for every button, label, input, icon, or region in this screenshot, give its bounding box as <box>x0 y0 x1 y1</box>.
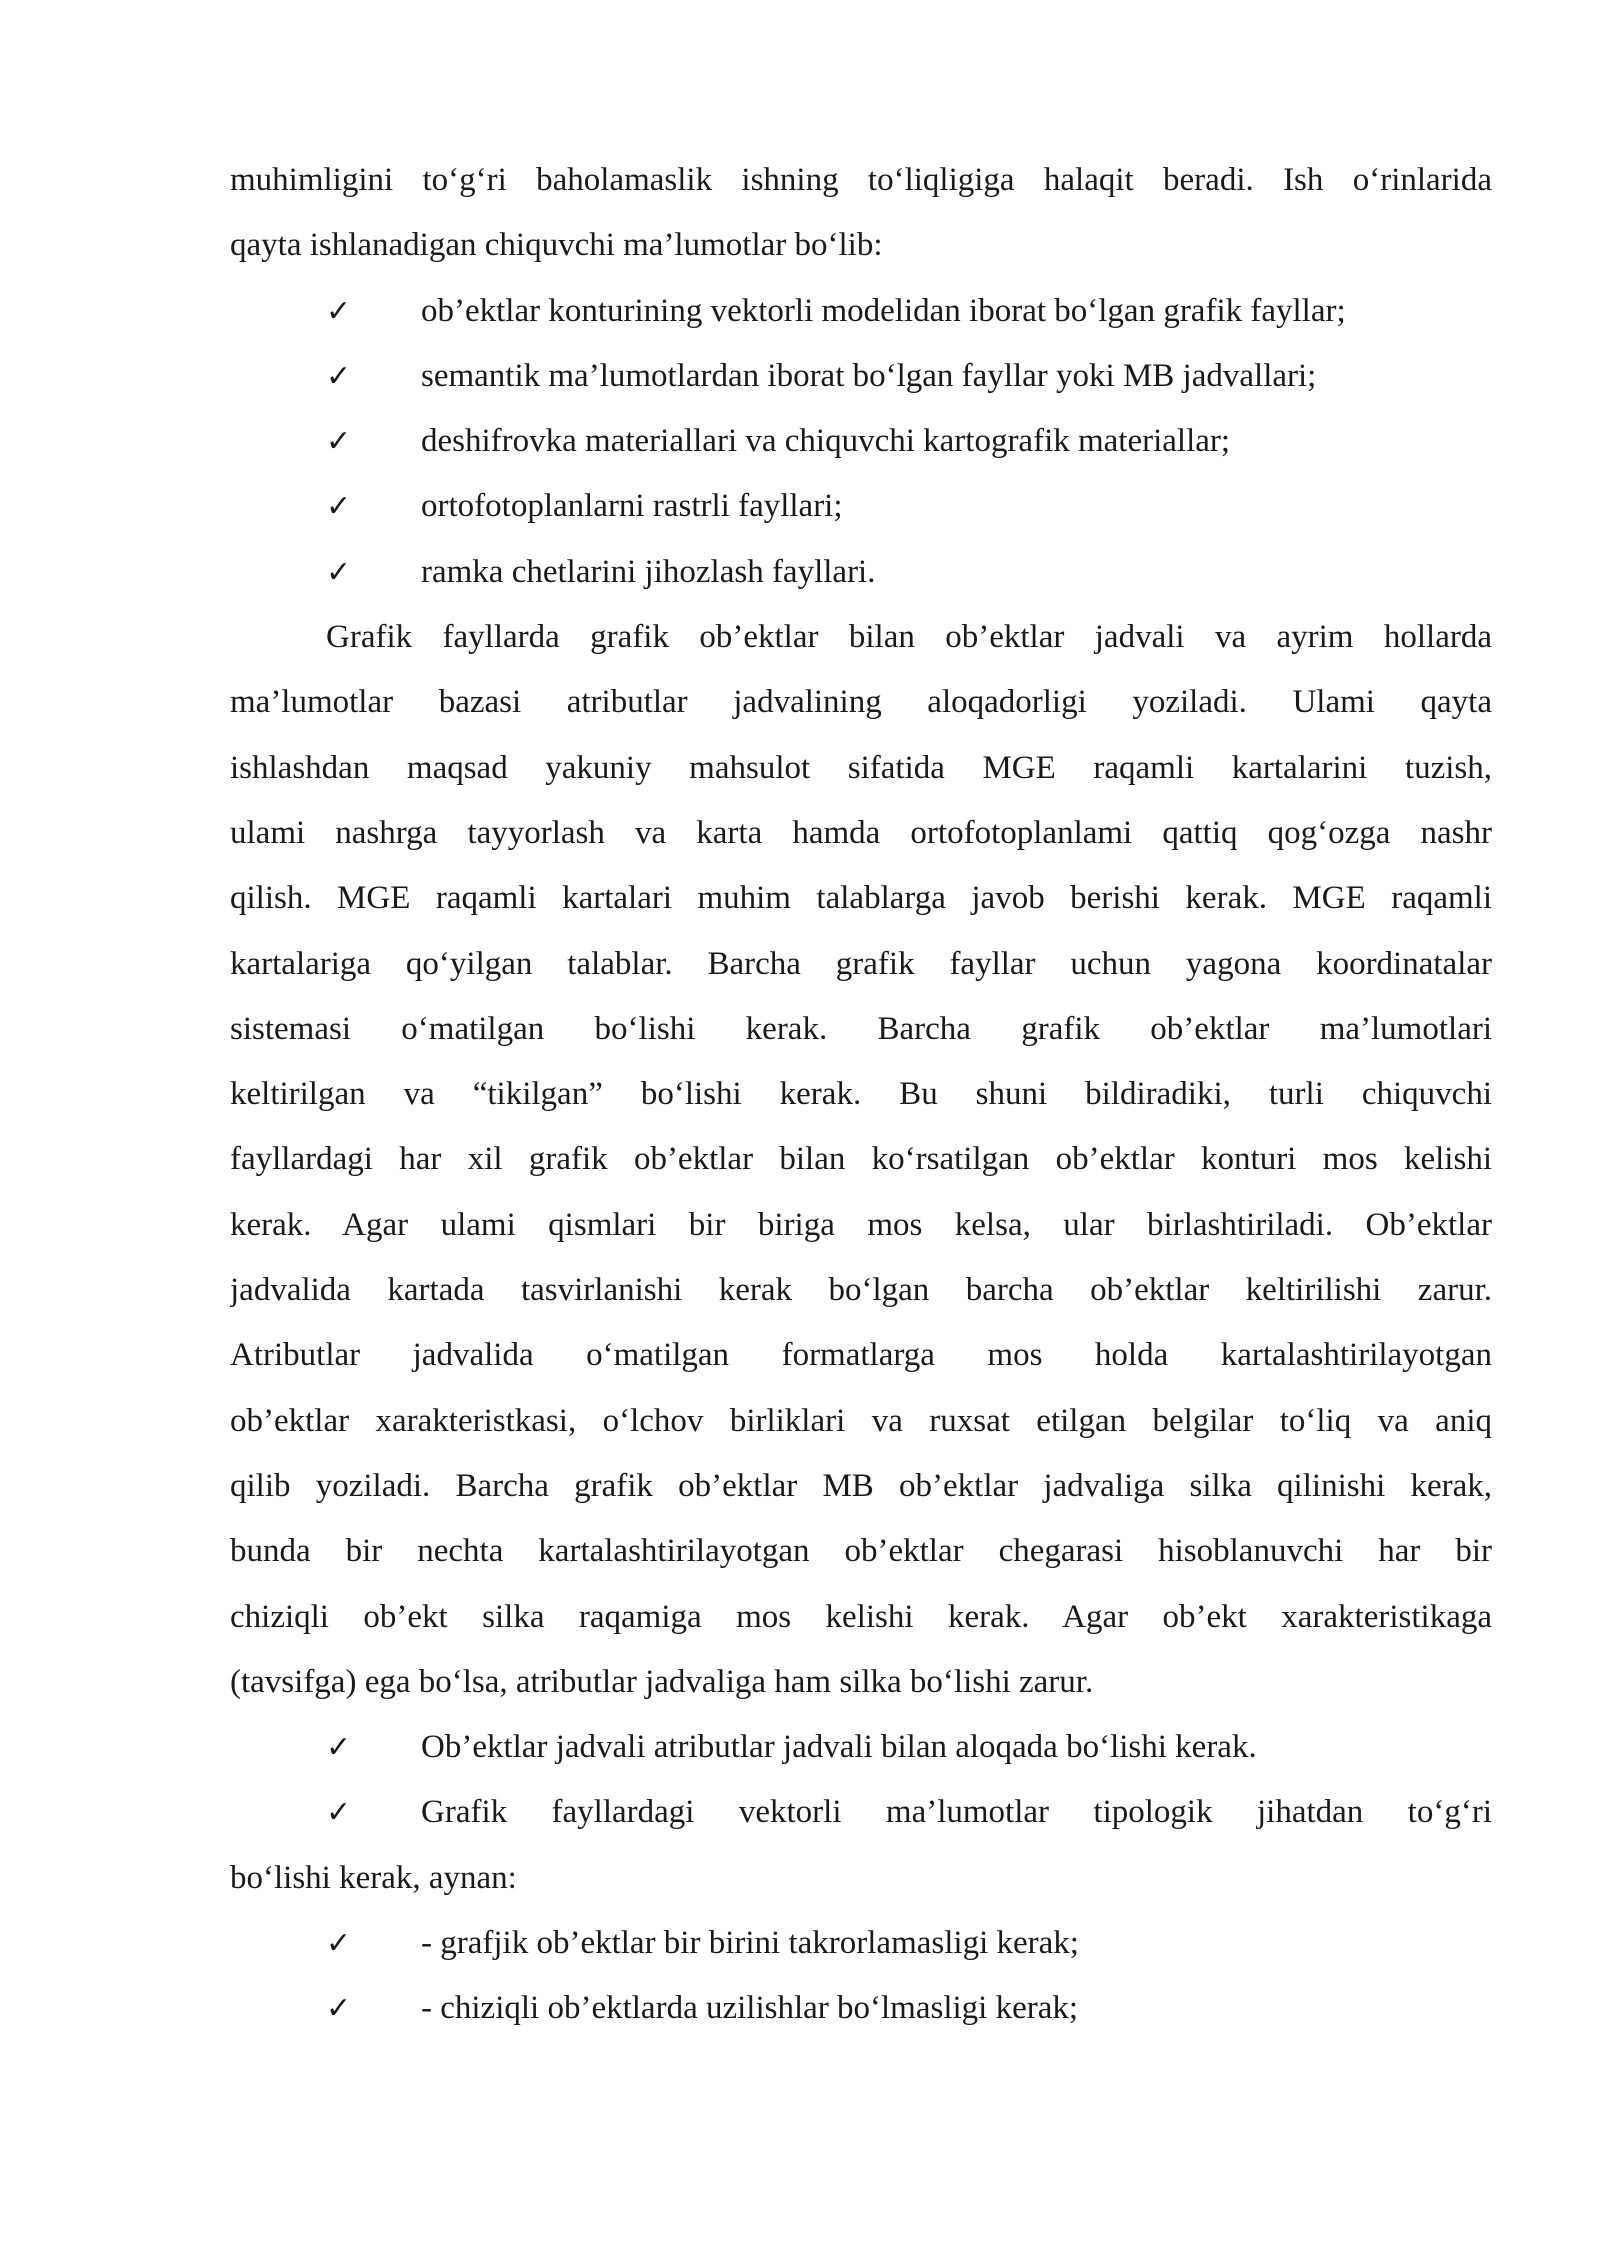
checklist-item-text: deshifrovka materiallari va chiquvchi kartografik materiallar; <box>421 423 1231 460</box>
paragraph-first-line: Grafik fayllarda grafik ob’ektlar bilan ob’ektlar jadvali va ayrim hollarda <box>326 619 1492 656</box>
checklist-item-text: Ob’ektlar jadvali atributlar jadvali bilan aloqada bo‘lishi kerak. <box>421 1729 1257 1766</box>
checklist-item <box>230 540 1492 605</box>
checklist-item-text: Grafik fayllardagi vektorli ma’lumotlar tipologik jihatdan to‘g‘ri <box>421 1794 1492 1831</box>
checkmark-icon: ✓ <box>326 293 352 329</box>
text-line: bunda bir nechta kartalashtirilayotgan ob’ektlar chegarasi hisoblanuvchi har bir <box>230 1533 1492 1570</box>
text-line: ma’lumotlar bazasi atributlar jadvalining aloqadorligi yoziladi. Ulami qayta <box>230 684 1492 721</box>
checkmark-icon: ✓ <box>326 1926 352 1962</box>
text-line: kerak. Agar ulami qismlari bir biriga mos kelsa, ular birlashtiriladi. Ob’ektlar <box>230 1206 1492 1243</box>
text-line: ob’ektlar xarakteristkasi, o‘lchov birliklari va ruxsat etilgan belgilar to‘liq va aniq <box>230 1402 1492 1439</box>
checklist-item <box>230 1911 1492 1976</box>
text-line: Atributlar jadvalida o‘matilgan formatlarga mos holda kartalashtirilayotgan <box>230 1337 1492 1374</box>
body-text <box>230 148 1492 2042</box>
text-line: qayta ishlanadigan chiquvchi ma’lumotlar bo‘lib: <box>230 227 883 264</box>
text-line: ishlashdan maqsad yakuniy mahsulot sifatida MGE raqamli kartalarini tuzish, <box>230 749 1492 786</box>
checklist-item-text: - chiziqli ob’ektlarda uzilishlar bo‘lmasligi kerak; <box>421 1990 1079 2027</box>
checkmark-icon: ✓ <box>326 1795 352 1831</box>
text-line: muhimligini to‘g‘ri baholamaslik ishning to‘liqligiga halaqit beradi. Ish o‘rinlarida <box>230 162 1492 198</box>
checklist-item-text: ortofotoplanlarni rastrli fayllari; <box>421 488 843 525</box>
text-line: (tavsifga) ega bo‘lsa, atributlar jadvaliga ham silka bo‘lishi zarur. <box>230 1663 1094 1700</box>
checklist-item <box>230 409 1492 474</box>
checkmark-icon: ✓ <box>326 554 352 590</box>
checklist-item-text: semantik ma’lumotlardan iborat bo‘lgan fayllar yoki MB jadvallari; <box>421 357 1317 394</box>
text-line: chiziqli ob’ekt silka raqamiga mos kelishi kerak. Agar ob’ekt xarakteristikaga <box>230 1598 1492 1635</box>
text-line: kartalariga qo‘yilgan talablar. Barcha grafik fayllar uchun yagona koordinatalar <box>230 945 1492 982</box>
checklist-item <box>230 1715 1492 1780</box>
checklist-item-text: ob’ektlar konturining vektorli modelidan iborat bo‘lgan grafik fayllar; <box>421 292 1346 329</box>
checklist-item <box>230 1976 1492 2041</box>
text-line: bo‘lishi kerak, aynan: <box>230 1859 517 1896</box>
checklist-item-text: ramka chetlarini jihozlash fayllari. <box>421 553 876 590</box>
checkmark-icon: ✓ <box>326 1730 352 1766</box>
checkmark-icon: ✓ <box>326 424 352 460</box>
text-line: fayllardagi har xil grafik ob’ektlar bilan ko‘rsatilgan ob’ektlar konturi mos kelishi <box>230 1141 1492 1178</box>
checklist-item-text: - grafjik ob’ektlar bir birini takrorlamasligi kerak; <box>421 1925 1079 1962</box>
checkmark-icon: ✓ <box>326 489 352 525</box>
checklist-item <box>230 344 1492 409</box>
text-line: keltirilgan va “tikilgan” bo‘lishi kerak. Bu shuni bildiradiki, turli chiquvchi <box>230 1076 1492 1113</box>
checklist-item <box>230 474 1492 539</box>
text-line: qilib yoziladi. Barcha grafik ob’ektlar MB ob’ektlar jadvaliga silka qilinishi kerak, <box>230 1467 1492 1504</box>
checklist-item <box>230 1780 1492 1845</box>
text-line: sistemasi o‘matilgan bo‘lishi kerak. Barcha grafik ob’ektlar ma’lumotlari <box>230 1010 1492 1047</box>
text-line: jadvalida kartada tasvirlanishi kerak bo‘lgan barcha ob’ektlar keltirilishi zarur. <box>230 1272 1492 1309</box>
checklist-item <box>230 279 1492 344</box>
text-line: ulami nashrga tayyorlash va karta hamda ortofotoplanlami qattiq qog‘ozga nashr <box>230 814 1492 851</box>
checkmark-icon: ✓ <box>326 1991 352 2027</box>
checkmark-icon: ✓ <box>326 358 352 394</box>
text-line: qilish. MGE raqamli kartalari muhim talablarga javob berishi kerak. MGE raqamli <box>230 880 1492 917</box>
